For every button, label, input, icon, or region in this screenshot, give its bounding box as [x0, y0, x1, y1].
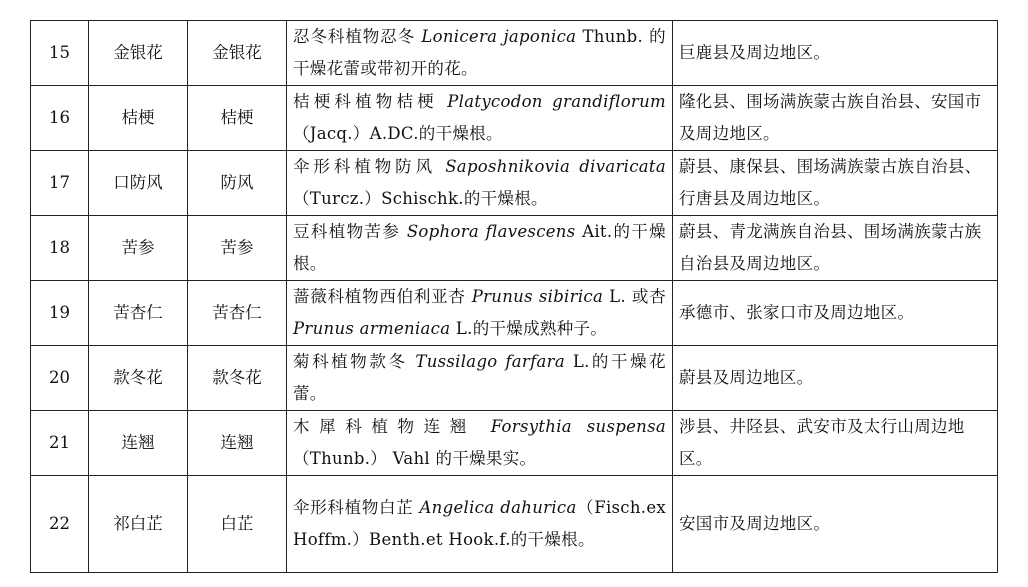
latin-binomial: Saposhnikovia divaricata [445, 157, 666, 176]
herb-name: 口防风 [89, 151, 188, 216]
table-row [31, 21, 998, 86]
production-area: 蔚县、康保县、围场满族蒙古族自治县、行唐县及周边地区。 [673, 151, 998, 216]
latin-binomial: Angelica dahurica [419, 498, 577, 517]
source-text: L. 或杏 [603, 287, 666, 306]
latin-binomial: Forsythia suspensa [490, 417, 666, 436]
botanical-source [287, 21, 673, 86]
source-text: 桔梗科植物桔梗 [293, 92, 448, 111]
botanical-source [287, 86, 673, 151]
source-text: 豆科植物苦参 [293, 222, 407, 241]
source-text: 伞形科植物白芷 [293, 498, 420, 517]
source-text: （Fisch.ex Hoffm.）Benth.et Hook.f.的干燥根。 [293, 498, 666, 549]
source-text: 伞形科植物防风 [293, 157, 446, 176]
herb-name: 苦参 [89, 216, 188, 281]
medicinal-name: 白芷 [188, 476, 287, 573]
latin-binomial: Lonicera japonica [421, 27, 577, 46]
herb-origin-table [30, 20, 998, 573]
production-area: 安国市及周边地区。 [673, 476, 998, 573]
source-text: Thunb. 的干燥花蕾或带初开的花。 [293, 27, 666, 78]
latin-binomial: Prunus armeniaca [293, 319, 451, 338]
table-row [31, 216, 998, 281]
row-number: 17 [31, 151, 89, 216]
table-row [31, 281, 998, 346]
medicinal-name: 款冬花 [188, 346, 287, 411]
source-text: （Thunb.） Vahl 的干燥果实。 [293, 449, 537, 468]
table-row [31, 86, 998, 151]
botanical-source [287, 411, 673, 476]
source-text: 蔷薇科植物西伯利亚杏 [293, 287, 472, 306]
row-number: 15 [31, 21, 89, 86]
herb-name: 连翘 [89, 411, 188, 476]
source-text: （Jacq.）A.DC.的干燥根。 [293, 124, 503, 143]
production-area: 蔚县、青龙满族自治县、围场满族蒙古族自治县及周边地区。 [673, 216, 998, 281]
medicinal-name: 防风 [188, 151, 287, 216]
table-row [31, 346, 998, 411]
production-area: 隆化县、围场满族蒙古族自治县、安国市及周边地区。 [673, 86, 998, 151]
herb-name: 款冬花 [89, 346, 188, 411]
table-row [31, 411, 998, 476]
herb-name: 祁白芷 [89, 476, 188, 573]
production-area: 涉县、井陉县、武安市及太行山周边地区。 [673, 411, 998, 476]
production-area: 承德市、张家口市及周边地区。 [673, 281, 998, 346]
medicinal-name: 苦杏仁 [188, 281, 287, 346]
herb-name: 桔梗 [89, 86, 188, 151]
row-number: 22 [31, 476, 89, 573]
latin-binomial: Platycodon grandiflorum [447, 92, 666, 111]
row-number: 21 [31, 411, 89, 476]
herb-name: 苦杏仁 [89, 281, 188, 346]
medicinal-name: 桔梗 [188, 86, 287, 151]
source-text: L.的干燥花蕾。 [293, 352, 666, 403]
source-text: Ait.的干燥根。 [293, 222, 666, 273]
latin-binomial: Tussilago farfara [415, 352, 565, 371]
botanical-source [287, 151, 673, 216]
botanical-source [287, 476, 673, 573]
row-number: 20 [31, 346, 89, 411]
botanical-source [287, 216, 673, 281]
medicinal-name: 苦参 [188, 216, 287, 281]
row-number: 16 [31, 86, 89, 151]
source-text: 忍冬科植物忍冬 [293, 27, 422, 46]
botanical-source [287, 281, 673, 346]
table-row [31, 476, 998, 573]
latin-binomial: Prunus sibirica [471, 287, 604, 306]
production-area: 巨鹿县及周边地区。 [673, 21, 998, 86]
botanical-source [287, 346, 673, 411]
source-text: L.的干燥成熟种子。 [450, 319, 608, 338]
row-number: 19 [31, 281, 89, 346]
production-area: 蔚县及周边地区。 [673, 346, 998, 411]
table-row [31, 151, 998, 216]
row-number: 18 [31, 216, 89, 281]
source-text: 菊科植物款冬 [293, 352, 416, 371]
medicinal-name: 连翘 [188, 411, 287, 476]
latin-binomial: Sophora flavescens [406, 222, 576, 241]
source-text: （Turcz.）Schischk.的干燥根。 [293, 189, 548, 208]
source-text: 木犀科植物连翘 [293, 417, 491, 436]
herb-name: 金银花 [89, 21, 188, 86]
medicinal-name: 金银花 [188, 21, 287, 86]
